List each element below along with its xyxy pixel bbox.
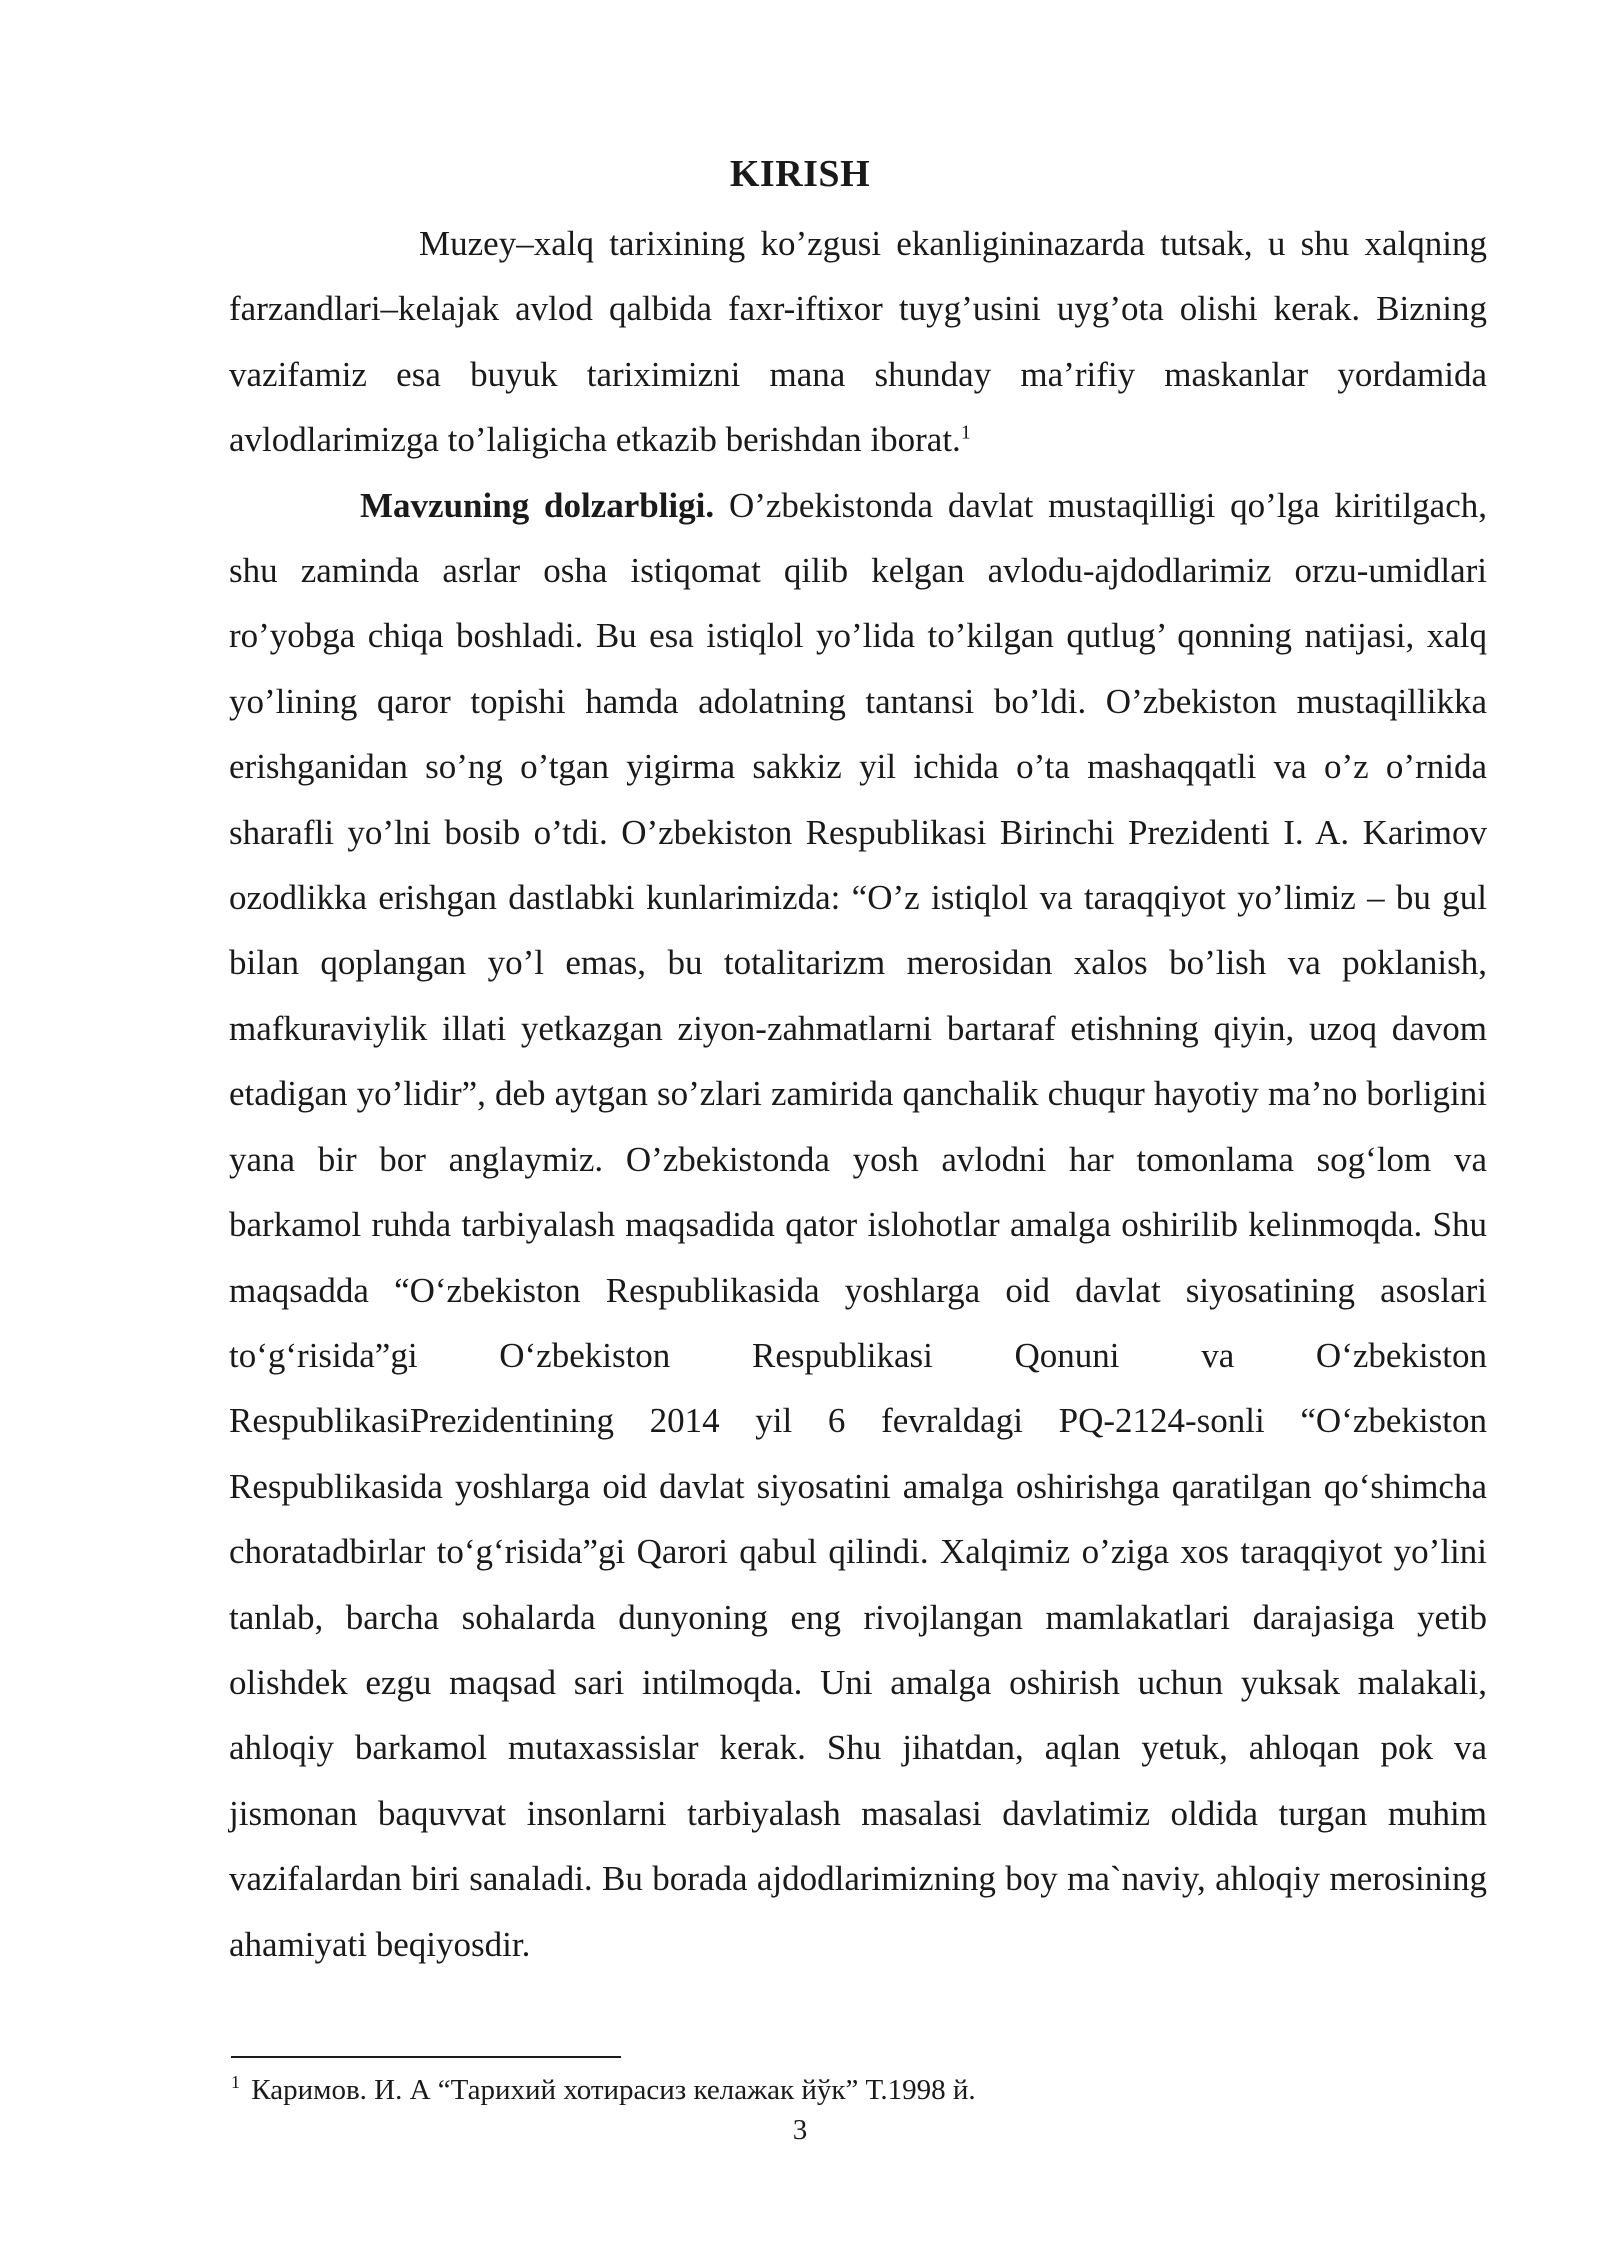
footnote-text: Каримов. И. А “Тарихий хотирасиз келажак йўк” Т.1998 й. (244, 2074, 976, 2106)
page-number: 3 (792, 2114, 808, 2146)
section-heading: KIRISH (729, 153, 871, 195)
relevance-lead-bold: Mavzuning dolzarbligi. (360, 485, 715, 525)
intro-paragraph (229, 211, 1487, 473)
footnote-separator (231, 2056, 621, 2058)
body-text (229, 211, 1487, 1977)
relevance-paragraph-text: O’zbekistonda davlat mustaqilligi qo’lga kiritilgach, shu zaminda asrlar osha istiqomat qilib kelgan avlodu-ajdodlarimiz orzu-umidlari ro’yobga chiqa boshladi. Bu esa istiqlol yo’lida to’kilgan qutlug’ qonning natijasi, xalq yo’lining qaror topishi hamda adolatning tantansi bo’ldi. O’zbekiston mustaqillikka erishganidan so’ng o’tgan yigirma sakkiz yil ichida o’ta mashaqqatli va o’z o’rnida sharafli yo’lni bosib o’tdi. O’zbekiston Respublikasi Birinchi Prezidenti I. A. Karimov ozodlikka erishgan dastlabki kunlarimizda: “O’z istiqlol va taraqqiyot yo’limiz – bu gul bilan qoplangan yo’l emas, bu totalitarizm merosidan xalos bo’lish va poklanish, mafkuraviylik illati yetkazgan ziyon-zahmatlarni bartaraf etishning qiyin, uzoq davom etadigan yo’lidir”, deb aytgan so’zlari zamirida qanchalik chuqur hayotiy ma’no borligini yana bir bor anglaymiz. O’zbekistonda yosh avlodni har tomonlama sog‘lom va barkamol ruhda tarbiyalash maqsadida qator islohotlar amalga oshirilib kelinmoqda. Shu maqsadda “O‘zbekiston Respublikasida yoshlarga oid davlat siyosatining asoslari to‘g‘risida”gi O‘zbekiston Respublikasi Qonuni va O‘zbekiston RespublikasiPrezidentining 2014 yil 6 fevraldagi PQ-2124-sonli “O‘zbekiston Respublikasida yoshlarga oid davlat siyosatini amalga oshirishga qaratilgan qo‘shimcha choratadbirlar to‘g‘risida”gi Qarori qabul qilindi. Xalqimiz o’ziga xos taraqqiyot yo’lini tanlab, barcha sohalarda dunyoning eng rivojlangan mamlakatlari darajasiga yetib olishdek ezgu maqsad sari intilmoqda. Uni amalga oshirish uchun yuksak malakali, ahloqiy barkamol mutaxassislar kerak. Shu jihatdan, aqlan yetuk, ahloqan pok va jismonan baquvvat insonlarni tarbiyalash masalasi davlatimiz oldida turgan muhim vazifalardan biri sanaladi. Bu borada ajdodlarimizning boy ma`naviy, ahloqiy merosining ahamiyati beqiyosdir. (229, 485, 1487, 1964)
footnote-reference[interactable]: 1 (960, 421, 971, 444)
intro-paragraph-text: Muzey–xalq tarixining ko’zgusi ekanligininazarda tutsak, u shu xalqning farzandlari–kelajak avlod qalbida faxr-iftixor tuyg’usini uyg’ota olishi kerak. Bizning vazifamiz esa buyuk tariximizni mana shunday ma’rifiy maskanlar yordamida avlodlarimizga to’laligicha etkazib berishdan iborat. (229, 224, 1487, 460)
footnote-marker: 1 (231, 2072, 240, 2093)
footnote (231, 2070, 1487, 2110)
relevance-paragraph (229, 473, 1487, 1977)
